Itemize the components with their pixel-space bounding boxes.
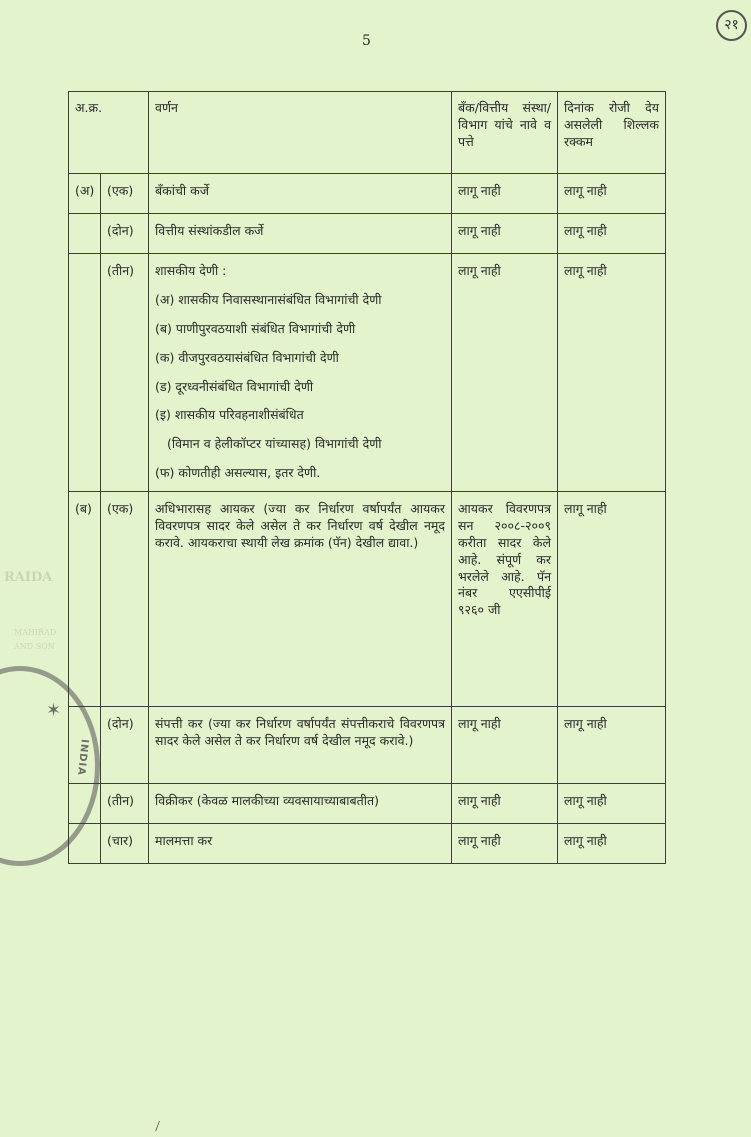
row-sub: (एक) (101, 492, 149, 707)
row-balance: लागू नाही (558, 174, 666, 214)
description-item: (विमान व हेलीकॉप्टर यांच्यासह) विभागांची देणी (167, 436, 382, 452)
row-group: (अ) (69, 174, 101, 214)
row-description: विक्रीकर (केवळ मालकीच्या व्यवसायाच्याबाबतीत) (149, 784, 452, 824)
table-header-row (69, 92, 666, 174)
table-row (69, 254, 666, 492)
description-item: (ड) दूरध्वनीसंबंधित विभागांची देणी (155, 378, 314, 394)
seal-star-icon: ✶ (46, 700, 62, 721)
row-bank: लागू नाही (452, 707, 558, 784)
liabilities-table (68, 91, 666, 864)
row-bank: लागू नाही (452, 824, 558, 864)
row-group: (ब) (69, 492, 101, 707)
row-group (69, 707, 101, 784)
page-corner-mark: २१ (716, 10, 747, 41)
row-bank: लागू नाही (452, 254, 558, 492)
row-balance: लागू नाही (558, 492, 666, 707)
description-item: शासकीय देणी : (155, 263, 227, 278)
row-bank: आयकर विवरणपत्र सन २००८-२००९ करीता सादर केले आहे. संपूर्ण कर भरलेले आहे. पॅन नंबर एएसीपीई ९२६० जी (452, 492, 558, 707)
row-sub: (चार) (101, 824, 149, 864)
row-sub: (दोन) (101, 707, 149, 784)
row-sub: (एक) (101, 174, 149, 214)
row-description-list (149, 254, 452, 492)
header-bank: बँक/वित्तीय संस्था/विभाग यांचे नावे व पत्ते (452, 92, 558, 174)
description-item: (ब) पाणीपुरवठयाशी संबंधित विभागांची देणी (155, 320, 356, 336)
table-row (69, 707, 666, 784)
table-row (69, 174, 666, 214)
table-row (69, 492, 666, 707)
header-description: वर्णन (149, 92, 452, 174)
row-group (69, 214, 101, 254)
description-item: (फ) कोणतीही असल्यास, इतर देणी. (155, 465, 321, 481)
row-sub: (तीन) (101, 254, 149, 492)
row-description: मालमत्ता कर (149, 824, 452, 864)
row-sub: (दोन) (101, 214, 149, 254)
pen-mark-icon: ⟋ (151, 1119, 164, 1134)
table-row (69, 214, 666, 254)
row-balance: लागू नाही (558, 784, 666, 824)
description-item: (क) वीजपुरवठयासंबंधित विभागांची देणी (155, 349, 339, 365)
seal-text: INDIA (75, 738, 90, 777)
row-bank: लागू नाही (452, 214, 558, 254)
row-description: अधिभारासह आयकर (ज्या कर निर्धारण वर्षापर्यंत आयकर विवरणपत्र सादर केले असेल ते कर निर्धारण वर्ष देखील नमूद करावे. आयकराचा स्थायी लेख क्रमांक (पॅन) देखील द्यावा.) (149, 492, 452, 707)
table-row (69, 824, 666, 864)
row-bank: लागू नाही (452, 174, 558, 214)
row-description: बँकांची कर्जे (149, 174, 452, 214)
header-serial: अ.क्र. (69, 92, 149, 174)
row-description: संपत्ती कर (ज्या कर निर्धारण वर्षापर्यंत संपत्तीकराचे विवरणपत्र सादर केले असेल ते कर निर्धारण वर्ष देखील नमूद करावे.) (149, 707, 452, 784)
stamp-line: MAHIRAD (14, 628, 57, 637)
row-description: वित्तीय संस्थांकडील कर्जे (149, 214, 452, 254)
page-number: 5 (362, 33, 371, 49)
row-balance: लागू नाही (558, 214, 666, 254)
row-group (69, 824, 101, 864)
row-balance: लागू नाही (558, 254, 666, 492)
row-sub: (तीन) (101, 784, 149, 824)
description-item: (इ) शासकीय परिवहनाशीसंबंधित (155, 407, 304, 423)
row-balance: लागू नाही (558, 707, 666, 784)
table-row (69, 784, 666, 824)
row-bank: लागू नाही (452, 784, 558, 824)
row-balance: लागू नाही (558, 824, 666, 864)
row-group (69, 784, 101, 824)
description-item: (अ) शासकीय निवासस्थानासंबंधित विभागांची देणी (155, 291, 382, 307)
header-balance: दिनांक रोजी देय असलेली शिल्लक रक्कम (558, 92, 666, 174)
row-group (69, 254, 101, 492)
stamp-line: AND SON (14, 642, 55, 651)
stamp-line: RAIDA (4, 570, 53, 585)
